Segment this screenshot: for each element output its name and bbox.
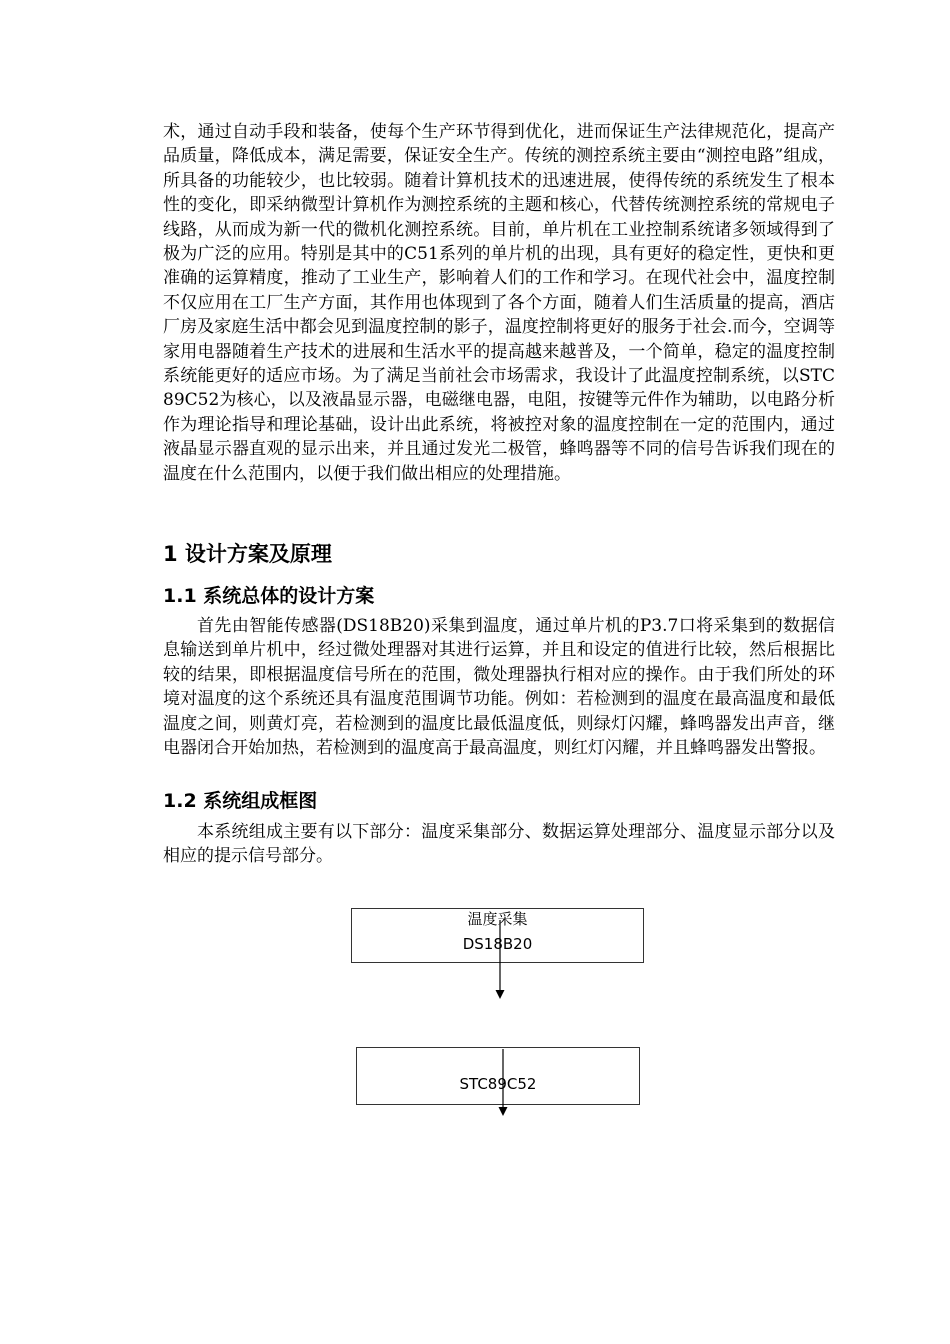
temperature-sensor-box [351,908,644,963]
temperature-sensor-model: DS18B20 [462,935,533,953]
section-1-1-paragraph: 首先由智能传感器(DS18B20)采集到温度，通过单片机的P3.7口将采集到的数据信息输送到单片机中，经过微处理器对其进行运算，并且和设定的值进行比较，然后根据比较的结果，即根据温度信号所在的范围，微处理器执行相对应的操作。由于我们所处的环境对温度的这个系统还具有温度范围调节功能。例如：若检测到的温度在最高温度和最低温度之间，则黄灯亮，若检测到的温度比最低温度低，则绿灯闪耀，蜂鸣器发出声音，继电器闭合开始加热，若检测到的温度高于最高温度，则红灯闪耀，并且蜂鸣器发出警报。 [163,616,835,759]
section-1-2-paragraph: 本系统组成主要有以下部分：温度采集部分、数据运算处理部分、温度显示部分以及相应的提示信号部分。 [163,822,835,867]
mcu-output-arrowhead [499,1107,508,1116]
temperature-sensor-label: 温度采集 [467,910,528,928]
section-1-heading: 1 设计方案及原理 [163,542,332,566]
section-1-2-heading: 1.2 系统组成框图 [163,790,318,812]
mcu-box [356,1047,640,1105]
section-1-1-heading: 1.1 系统总体的设计方案 [163,585,375,607]
mcu-label: STC89C52 [459,1075,537,1093]
intro-paragraph: 术，通过自动手段和装备，使每个生产环节得到优化，进而保证生产法律规范化，提高产品质量，降低成本，满足需要，保证安全生产。传统的测控系统主要由“测控电路”组成，所具备的功能较少，也比较弱。随着计算机技术的迅速进展，使得传统的系统发生了根本性的变化，即采纳微型计算机作为测控系统的主题和核心，代替传统测控系统的常规电子线路，从而成为新一代的微机化测控系统。目前，单片机在工业控制系统诸多领域得到了极为广泛的应用。特别是其中的C51系列的单片机的出现，具有更好的稳定性，更快和更准确的运算精度，推动了工业生产，影响着人们的工作和学习。在现代社会中，温度控制不仅应用在工厂生产方面，其作用也体现到了各个方面，随着人们生活质量的提高，酒店厂房及家庭生活中都会见到温度控制的影子，温度控制将更好的服务于社会.而今，空调等家用电器随着生产技术的进展和生活水平的提高越来越普及，一个简单，稳定的温度控制系统能更好的适应市场。为了满足当前社会市场需求，我设计了此温度控制系统，以STC89C52为核心，以及液晶显示器，电磁继电器，电阻，按键等元件作为辅助，以电路分析作为理论指导和理论基础，设计出此系统，将被控对象的温度控制在一定的范围内，通过液晶显示器直观的显示出来，并且通过发光二极管，蜂鸣器等不同的信号告诉我们现在的温度在什么范围内，以便于我们做出相应的处理措施。 [163,122,835,484]
sensor-to-mcu-arrowhead [496,990,505,999]
